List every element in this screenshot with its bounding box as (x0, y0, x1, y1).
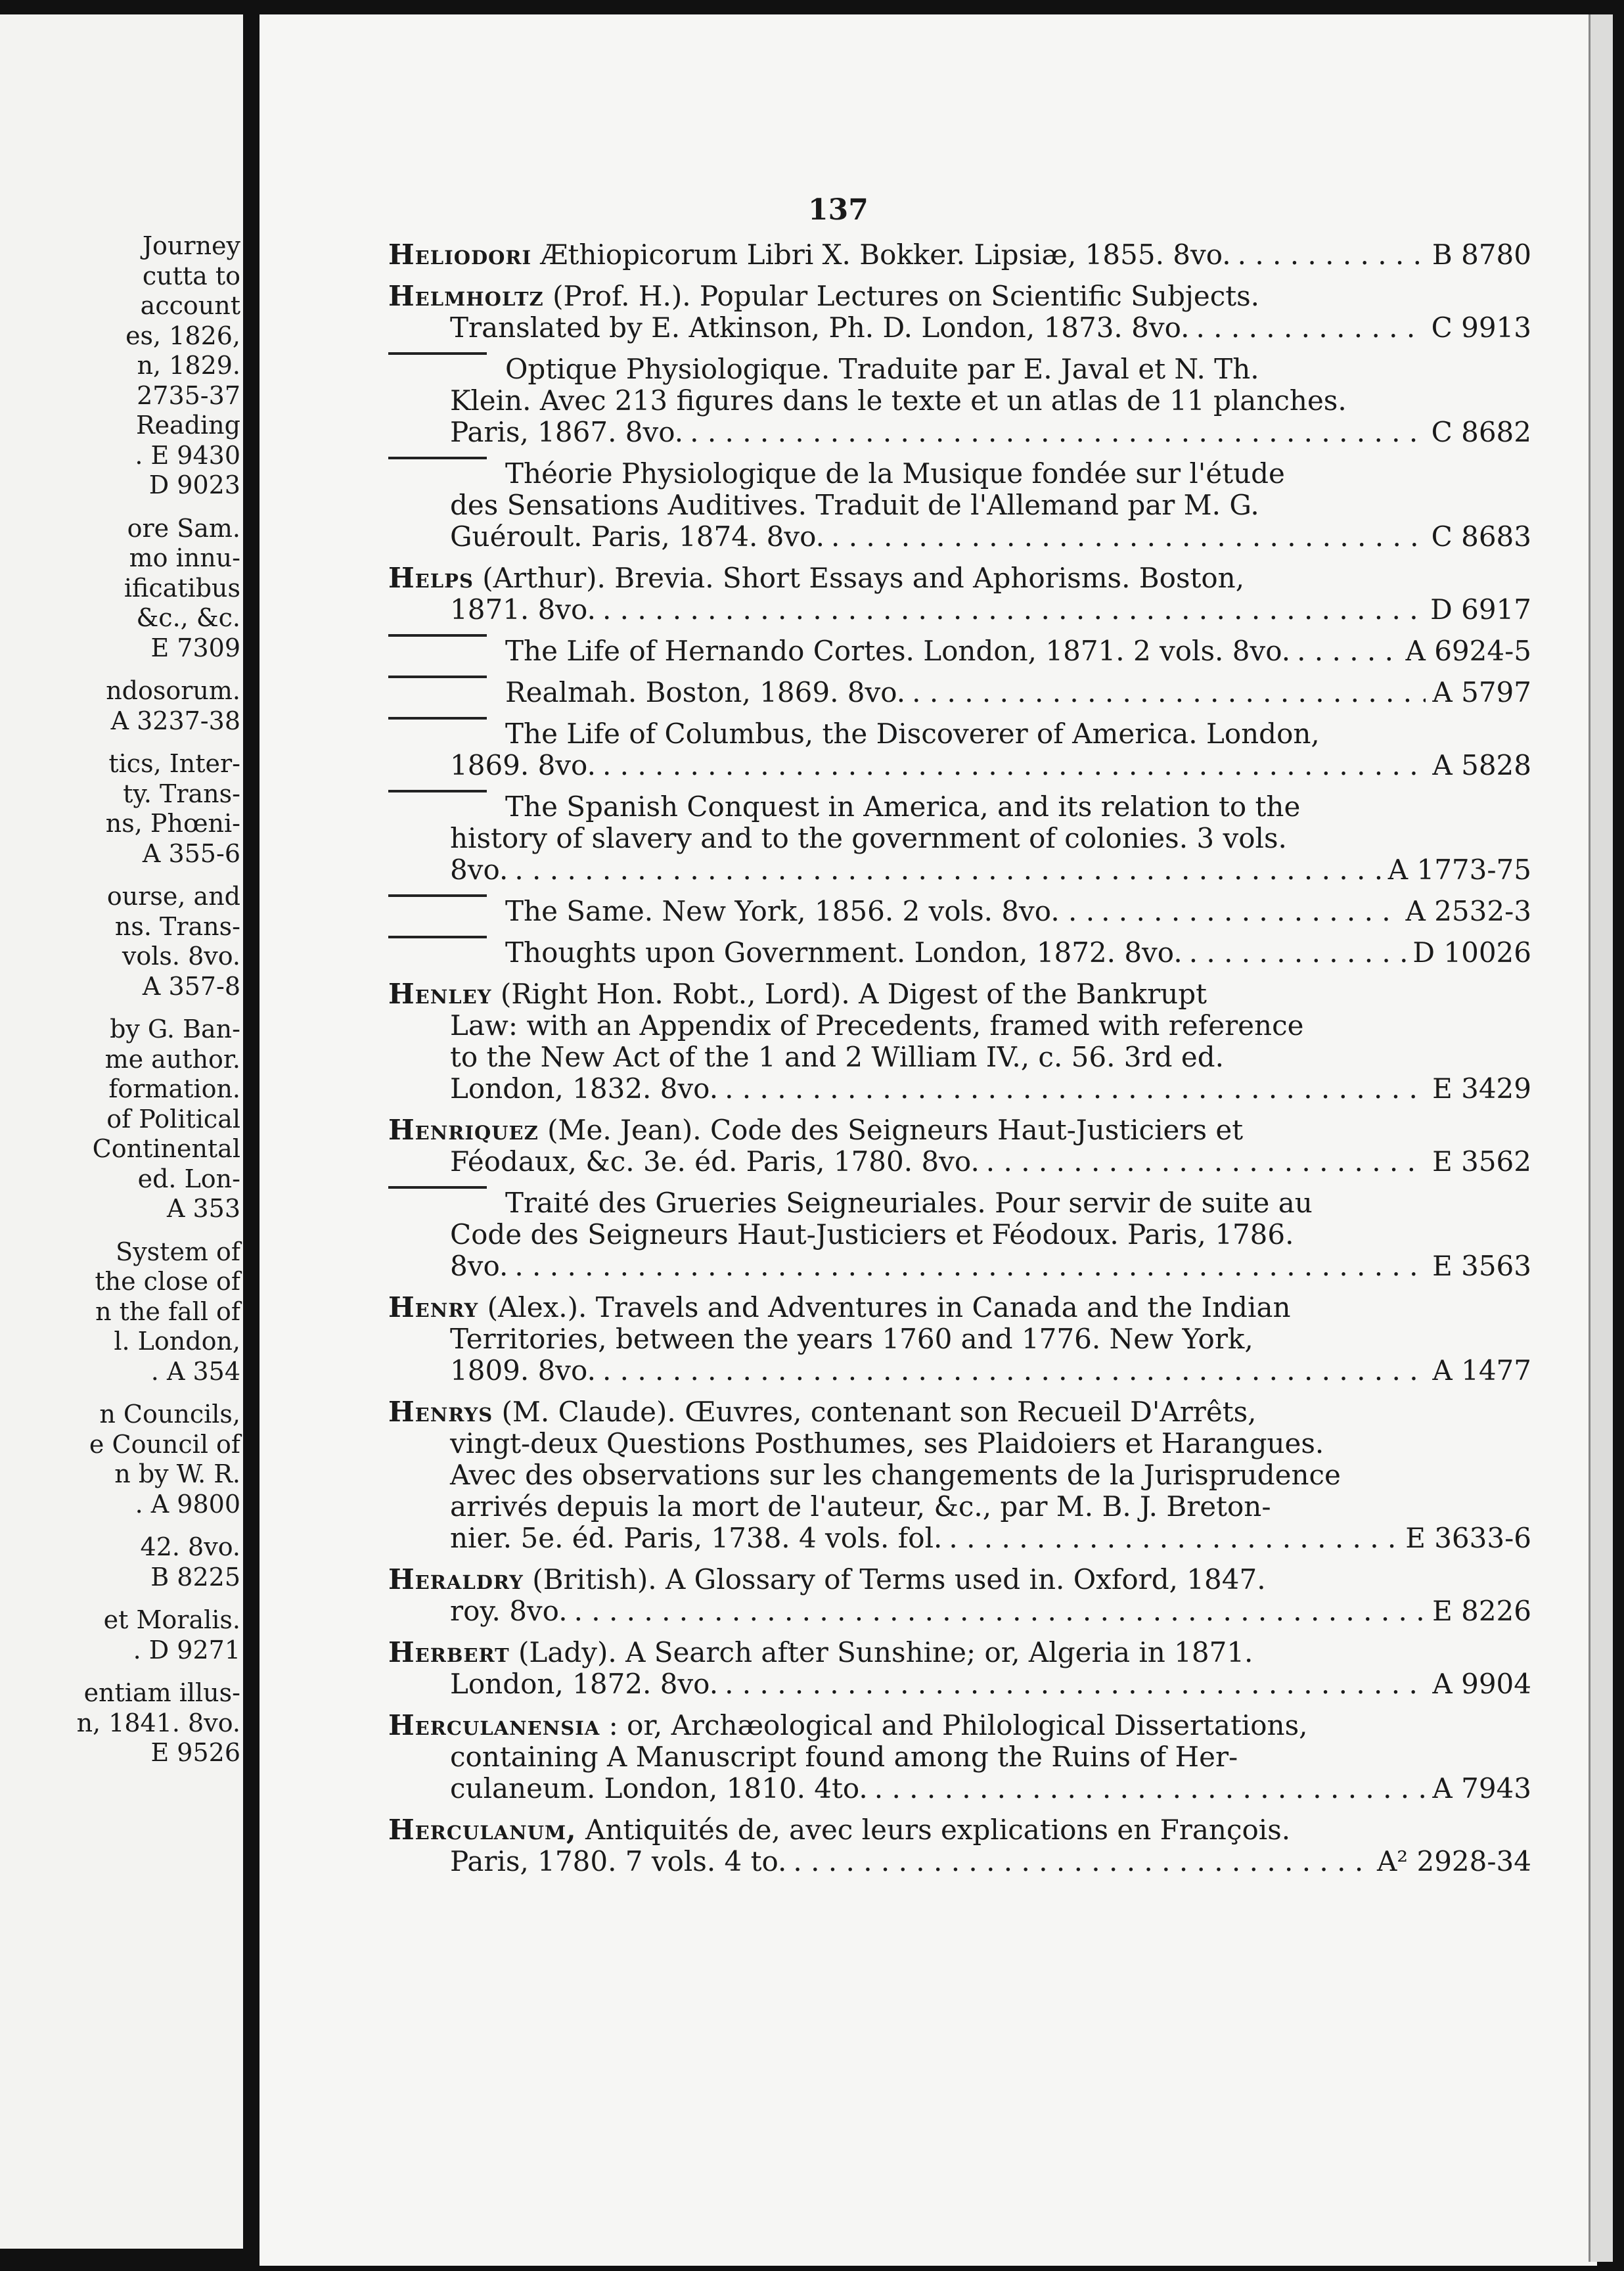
entry-text-line: (Arthur). Brevia. Short Essays and Aphorisms. Boston, (482, 562, 1245, 594)
entry-text-line: Law: with an Appendix of Precedents, framed with reference (450, 1009, 1304, 1042)
left-column-line (0, 1592, 240, 1605)
shelf-mark: A 9904 (1432, 1668, 1531, 1700)
entry-author: Helps (388, 562, 474, 594)
left-column-line: account (140, 291, 240, 320)
dot-leader (602, 750, 1426, 781)
catalog-entry (388, 1637, 1531, 1700)
catalog-entry (388, 896, 1531, 927)
left-column-line: n by W. R. (114, 1459, 240, 1488)
shelf-mark: C 9913 (1431, 311, 1531, 344)
left-column-line: tics, Inter- (108, 749, 240, 778)
shelf-mark: D 10026 (1412, 936, 1531, 969)
left-column-line (0, 501, 240, 514)
left-column-line: Continental (92, 1134, 240, 1163)
ditto-dash (388, 1186, 487, 1218)
left-column-line: es, 1826, (125, 321, 240, 350)
entry-text-line: 1809. 8vo. (450, 1354, 596, 1387)
entry-author: Heraldry (388, 1563, 524, 1595)
entry-text-line: (Right Hon. Robt., Lord). A Digest of the Bankrupt (500, 978, 1207, 1010)
page-number: 137 (808, 193, 868, 227)
catalog-entry (388, 1710, 1531, 1804)
entry-text-line: vingt-deux Questions Posthumes, ses Plaidoiers et Harangues. (450, 1427, 1324, 1459)
left-column-line: . A 354 (150, 1356, 240, 1386)
shelf-mark: A 1477 (1432, 1354, 1531, 1387)
catalog-entry (388, 239, 1531, 271)
shelf-mark: B 8780 (1432, 239, 1531, 271)
left-column-line: by G. Ban- (110, 1015, 240, 1044)
entry-author: Herculanensia (388, 1709, 600, 1741)
left-column-line: E 7309 (150, 633, 240, 662)
entry-text-line: roy. 8vo. (450, 1595, 568, 1627)
entry-author: Heliodori (388, 239, 532, 271)
catalog-entry (388, 458, 1531, 553)
catalog-entry (388, 937, 1531, 969)
entry-text-line: Paris, 1780. 7 vols. 4 to. (450, 1845, 787, 1877)
entry-text-line: Antiquités de, avec leurs explications en François. (585, 1814, 1291, 1846)
shelf-mark: A 5797 (1432, 676, 1531, 708)
dot-leader (514, 1250, 1426, 1282)
entry-text-line: The Same. New York, 1856. 2 vols. 8vo. . . (505, 895, 1095, 927)
left-column-line: n, 1829. (137, 351, 240, 380)
left-column-line: ed. Lon- (137, 1164, 240, 1193)
ditto-dash (388, 790, 487, 821)
left-column-line: . D 9271 (133, 1635, 240, 1664)
left-column-line: e Council of (89, 1429, 240, 1459)
left-column-line: l. London, (114, 1327, 240, 1356)
entry-text-line: : or, Archæological and Philological Dissertations, (608, 1709, 1308, 1741)
left-column-line: A 355-6 (142, 838, 240, 868)
entry-text-line: Thoughts upon Government. London, 1872. 8vo. (505, 936, 1183, 969)
catalog-entry (388, 718, 1531, 781)
dot-leader (1297, 635, 1399, 667)
shelf-mark: E 3563 (1432, 1250, 1531, 1282)
entry-author: Henrys (388, 1396, 493, 1428)
entry-text-line: London, 1872. 8vo. (450, 1668, 719, 1700)
right-page (259, 14, 1597, 2266)
entry-text-line: Paris, 1867. 8vo. (450, 416, 684, 448)
catalog-entry (388, 1114, 1531, 1178)
ditto-dash (388, 352, 487, 384)
entry-text-line: Translated by E. Atkinson, Ph. D. London, 1873. 8vo. (450, 311, 1190, 344)
entry-author: Herbert (388, 1636, 510, 1668)
catalog-entry (388, 791, 1531, 886)
catalog-entry (388, 1814, 1531, 1877)
catalog-entry (388, 354, 1531, 448)
ditto-dash (388, 634, 487, 666)
shelf-mark: E 3562 (1432, 1145, 1531, 1178)
left-column-line: A 3237-38 (110, 706, 240, 735)
dot-leader (793, 1846, 1370, 1877)
catalog-entry (388, 635, 1531, 667)
entry-author: Henley (388, 978, 492, 1010)
shelf-mark: C 8683 (1431, 520, 1531, 553)
entry-text-line: culaneum. London, 1810. 4to. (450, 1772, 868, 1804)
shelf-mark: C 8682 (1431, 416, 1531, 448)
entry-text-line: containing A Manuscript found among the Ruins of Her- (450, 1741, 1238, 1773)
left-column-line (0, 1519, 240, 1532)
left-column-line: ndosorum. (106, 676, 240, 705)
entry-text-line: Guéroult. Paris, 1874. 8vo. (450, 520, 824, 553)
left-column-line: . A 9800 (135, 1489, 240, 1519)
entry-text-line: London, 1832. 8vo. (450, 1072, 719, 1105)
entry-text-line: Optique Physiologique. Traduite par E. Javal et N. Th. (505, 353, 1259, 385)
left-column-line: me author. (104, 1044, 240, 1074)
scan-border (0, 0, 1624, 14)
catalog-entry (388, 1292, 1531, 1387)
left-column-line: &c., &c. (136, 603, 240, 632)
shelf-mark: A 6924-5 (1405, 635, 1531, 667)
shelf-mark: D 6917 (1430, 593, 1531, 626)
dot-leader (874, 1773, 1426, 1804)
left-column-line: B 8225 (150, 1562, 240, 1592)
left-column-line: ore Sam. (127, 513, 240, 543)
entry-author: Helmholtz (388, 280, 544, 312)
left-column-line: A 357-8 (142, 971, 240, 1001)
left-column-line: 42. 8vo. (140, 1532, 240, 1561)
shelf-mark: E 8226 (1432, 1595, 1531, 1627)
dot-leader (986, 1146, 1426, 1178)
ditto-dash (388, 676, 487, 707)
left-column-text (0, 231, 243, 1768)
left-column-line: n Councils, (99, 1400, 240, 1429)
dot-leader (725, 1073, 1426, 1105)
dot-leader (831, 521, 1425, 553)
ditto-dash (388, 936, 487, 967)
dot-leader (602, 1355, 1426, 1387)
left-column-line: ns. Trans- (114, 911, 240, 941)
entry-text-line: (Prof. H.). Popular Lectures on Scientific Subjects. (553, 280, 1260, 312)
dot-leader (1196, 312, 1424, 344)
catalog-entries (388, 239, 1531, 1887)
entry-text-line: 1871. 8vo. (450, 593, 596, 626)
catalog-entry (388, 281, 1531, 344)
left-column-line: . E 9430 (135, 440, 240, 470)
left-column-line: n the fall of (95, 1296, 240, 1326)
entry-text-line: (Me. Jean). Code des Seigneurs Haut-Justiciers et (547, 1114, 1244, 1146)
dot-leader (1238, 239, 1426, 271)
shelf-mark: E 3429 (1432, 1072, 1531, 1105)
dot-leader (690, 417, 1425, 448)
dot-leader (602, 594, 1424, 626)
ditto-dash (388, 894, 487, 926)
left-column-line: vols. 8vo. (122, 942, 240, 971)
entry-text-line: nier. 5e. éd. Paris, 1738. 4 vols. fol. (450, 1522, 943, 1554)
entry-text-line: history of slavery and to the government of colonies. 3 vols. (450, 822, 1287, 854)
dot-leader (1101, 896, 1399, 927)
left-column-line (0, 663, 240, 676)
left-column-line: of Political (106, 1104, 240, 1134)
dot-leader (912, 677, 1426, 708)
left-column-line: n, 1841. 8vo. (76, 1708, 240, 1737)
entry-text-line: Théorie Physiologique de la Musique fondée sur l'étude (505, 457, 1285, 490)
dot-leader (1189, 937, 1407, 969)
shelf-mark: A² 2928-34 (1376, 1845, 1531, 1877)
left-column-line: D 9023 (148, 470, 240, 499)
left-column-line (0, 1001, 240, 1015)
entry-text-line: (British). A Glossary of Terms used in. Oxford, 1847. (532, 1563, 1266, 1595)
shelf-mark: A 2532-3 (1405, 895, 1531, 927)
left-page-fragment (0, 14, 243, 2249)
entry-text-line: des Sensations Auditives. Traduit de l'Allemand par M. G. (450, 489, 1259, 521)
entry-text-line: Traité des Grueries Seigneuriales. Pour servir de suite au (505, 1187, 1313, 1219)
left-column-line: the close of (95, 1267, 240, 1296)
dot-leader (725, 1668, 1426, 1700)
entry-text-line: (Alex.). Travels and Adventures in Canada and the Indian (487, 1291, 1291, 1323)
left-column-line: System of (116, 1237, 240, 1266)
entry-text-line: (M. Claude). Œuvres, contenant son Recueil D'Arrêts, (501, 1396, 1257, 1428)
dot-leader (949, 1523, 1399, 1554)
dot-leader (514, 854, 1381, 886)
catalog-entry (388, 978, 1531, 1105)
entry-text-line: The Life of Columbus, the Discoverer of America. London, (505, 718, 1320, 750)
left-column-line (0, 1665, 240, 1678)
page-edge (1589, 14, 1613, 2262)
entry-text-line: 8vo. (450, 854, 508, 886)
left-column-line: ourse, and (106, 882, 240, 911)
entry-author: Herculanum, (388, 1814, 577, 1846)
left-column-line: entiam illus- (83, 1678, 240, 1707)
entry-text-line: 8vo. (450, 1250, 508, 1282)
left-column-line: ificatibus (124, 573, 240, 603)
entry-author: Henriquez (388, 1114, 539, 1146)
entry-text-line: Æthiopicorum Libri X. Bokker. Lipsiæ, 1855. 8vo. (540, 239, 1231, 271)
left-column-line (0, 869, 240, 882)
entry-text-line: 1869. 8vo. (450, 749, 596, 781)
shelf-mark: A 7943 (1432, 1772, 1531, 1804)
left-column-line: ns, Phœni- (105, 809, 240, 838)
left-column-line: E 9526 (150, 1738, 240, 1767)
left-column-line: 2735-37 (137, 380, 240, 410)
entry-author: Henry (388, 1291, 479, 1323)
left-column-line: Reading (135, 411, 240, 440)
left-column-line: et Moralis. (103, 1605, 240, 1634)
left-column-line: A 353 (166, 1194, 240, 1223)
shelf-mark: A 5828 (1432, 749, 1531, 781)
entry-text-line: Territories, between the years 1760 and 1776. New York, (450, 1323, 1253, 1355)
catalog-entry (388, 562, 1531, 626)
left-column-line (0, 1387, 240, 1400)
entry-text-line: Realmah. Boston, 1869. 8vo. (505, 676, 906, 708)
catalog-entry (388, 1564, 1531, 1627)
ditto-dash (388, 717, 487, 748)
entry-text-line: Klein. Avec 213 figures dans le texte et un atlas de 11 planches. (450, 384, 1347, 417)
entry-text-line: The Spanish Conquest in America, and its relation to the (505, 791, 1301, 823)
catalog-entry (388, 1187, 1531, 1282)
left-column-line (0, 1224, 240, 1237)
ditto-dash (388, 457, 487, 488)
left-column-line: mo innu- (129, 543, 240, 572)
entry-text-line: The Life of Hernando Cortes. London, 1871. 2 vols. 8vo. (505, 635, 1291, 667)
shelf-mark: A 1773-75 (1387, 854, 1531, 886)
left-column-line (0, 736, 240, 749)
left-column-line: cutta to (142, 261, 240, 290)
entry-text-line: Féodaux, &c. 3e. éd. Paris, 1780. 8vo. (450, 1145, 980, 1178)
entry-text-line: Code des Seigneurs Haut-Justiciers et Féodoux. Paris, 1786. (450, 1218, 1294, 1250)
dot-leader (574, 1595, 1426, 1627)
entry-text-line: arrivés depuis la mort de l'auteur, &c., par M. B. J. Breton- (450, 1490, 1271, 1523)
left-column-line: Journey (142, 231, 240, 260)
entry-text-line: to the New Act of the 1 and 2 William IV., c. 56. 3rd ed. (450, 1041, 1224, 1073)
left-column-line: ty. Trans- (123, 779, 240, 808)
entry-text-line: (Lady). A Search after Sunshine; or, Algeria in 1871. (518, 1636, 1253, 1668)
entry-text-line: Avec des observations sur les changements de la Jurisprudence (450, 1459, 1341, 1491)
shelf-mark: E 3633-6 (1405, 1522, 1531, 1554)
catalog-entry (388, 1396, 1531, 1554)
catalog-entry (388, 677, 1531, 708)
left-column-line: formation. (108, 1074, 240, 1103)
